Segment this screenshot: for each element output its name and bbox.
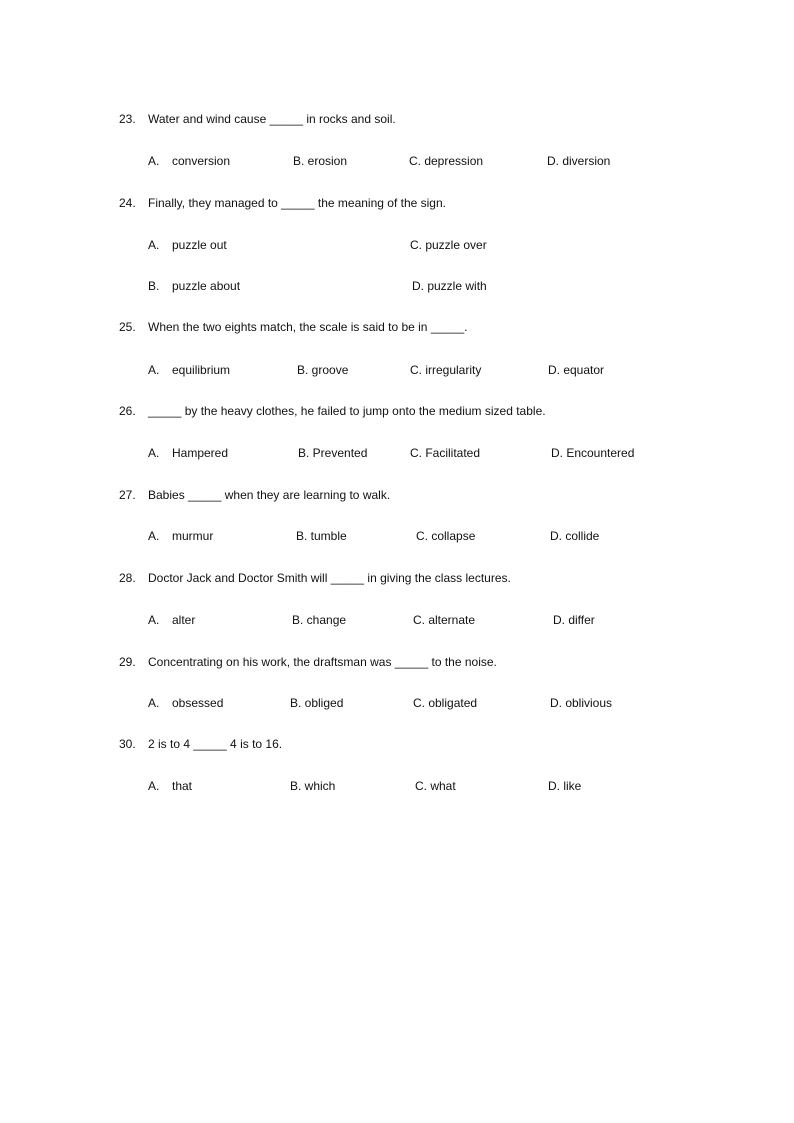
question-number: 25. — [119, 320, 136, 334]
option-a-letter: A. — [148, 363, 160, 377]
question-text: _____ by the heavy clothes, he failed to jump onto the medium sized table. — [148, 404, 546, 418]
option-c: C. collapse — [416, 529, 476, 543]
question-text: Doctor Jack and Doctor Smith will _____ in giving the class lectures. — [148, 571, 511, 585]
option-d: D. diversion — [547, 154, 611, 168]
option-b: B. erosion — [293, 154, 348, 168]
option-d: D. oblivious — [550, 696, 613, 710]
question-text: 2 is to 4 _____ 4 is to 16. — [148, 737, 283, 751]
option-b: B. obliged — [290, 696, 344, 710]
option-a: Hampered — [172, 446, 229, 460]
option-a-letter: A. — [148, 529, 160, 543]
option-a-letter: A. — [148, 779, 160, 793]
option-c: C. depression — [409, 154, 484, 168]
option-d: D. collide — [550, 529, 600, 543]
question-text: Water and wind cause _____ in rocks and soil. — [148, 112, 396, 126]
option-a: equilibrium — [172, 363, 231, 377]
question-text: Finally, they managed to _____ the meaning of the sign. — [148, 196, 446, 210]
option-b: B. which — [290, 779, 336, 793]
option-d: D. puzzle with — [412, 279, 487, 293]
option-a-letter: A. — [148, 446, 160, 460]
question-number: 30. — [119, 737, 136, 751]
question-number: 29. — [119, 655, 136, 669]
option-a-letter: A. — [148, 696, 160, 710]
question-text: When the two eights match, the scale is said to be in _____. — [148, 320, 468, 334]
option-b: B. change — [292, 613, 347, 627]
question-number: 23. — [119, 112, 136, 126]
option-d: D. differ — [553, 613, 595, 627]
option-d: D. Encountered — [551, 446, 635, 460]
question-number: 27. — [119, 488, 136, 502]
option-a: alter — [172, 613, 196, 627]
question-number: 24. — [119, 196, 136, 210]
option-a-letter: A. — [148, 154, 160, 168]
option-a: conversion — [172, 154, 231, 168]
option-c: C. irregularity — [410, 363, 482, 377]
option-c: C. what — [415, 779, 456, 793]
question-text: Concentrating on his work, the draftsman was _____ to the noise. — [148, 655, 497, 669]
option-a: murmur — [172, 529, 214, 543]
option-b: puzzle about — [172, 279, 241, 293]
option-b: B. tumble — [296, 529, 347, 543]
option-c: C. puzzle over — [410, 238, 487, 252]
option-a-letter: A. — [148, 238, 160, 252]
option-a: obsessed — [172, 696, 224, 710]
option-d: D. like — [548, 779, 582, 793]
option-c: C. obligated — [413, 696, 478, 710]
question-number: 28. — [119, 571, 136, 585]
option-c: C. alternate — [413, 613, 476, 627]
option-d: D. equator — [548, 363, 605, 377]
question-number: 26. — [119, 404, 136, 418]
question-text: Babies _____ when they are learning to walk. — [148, 488, 391, 502]
option-b: B. Prevented — [298, 446, 368, 460]
option-c: C. Facilitated — [410, 446, 481, 460]
option-b: B. groove — [297, 363, 349, 377]
option-b-letter: B. — [148, 279, 160, 293]
option-a: that — [172, 779, 193, 793]
option-a-letter: A. — [148, 613, 160, 627]
option-a: puzzle out — [172, 238, 227, 252]
